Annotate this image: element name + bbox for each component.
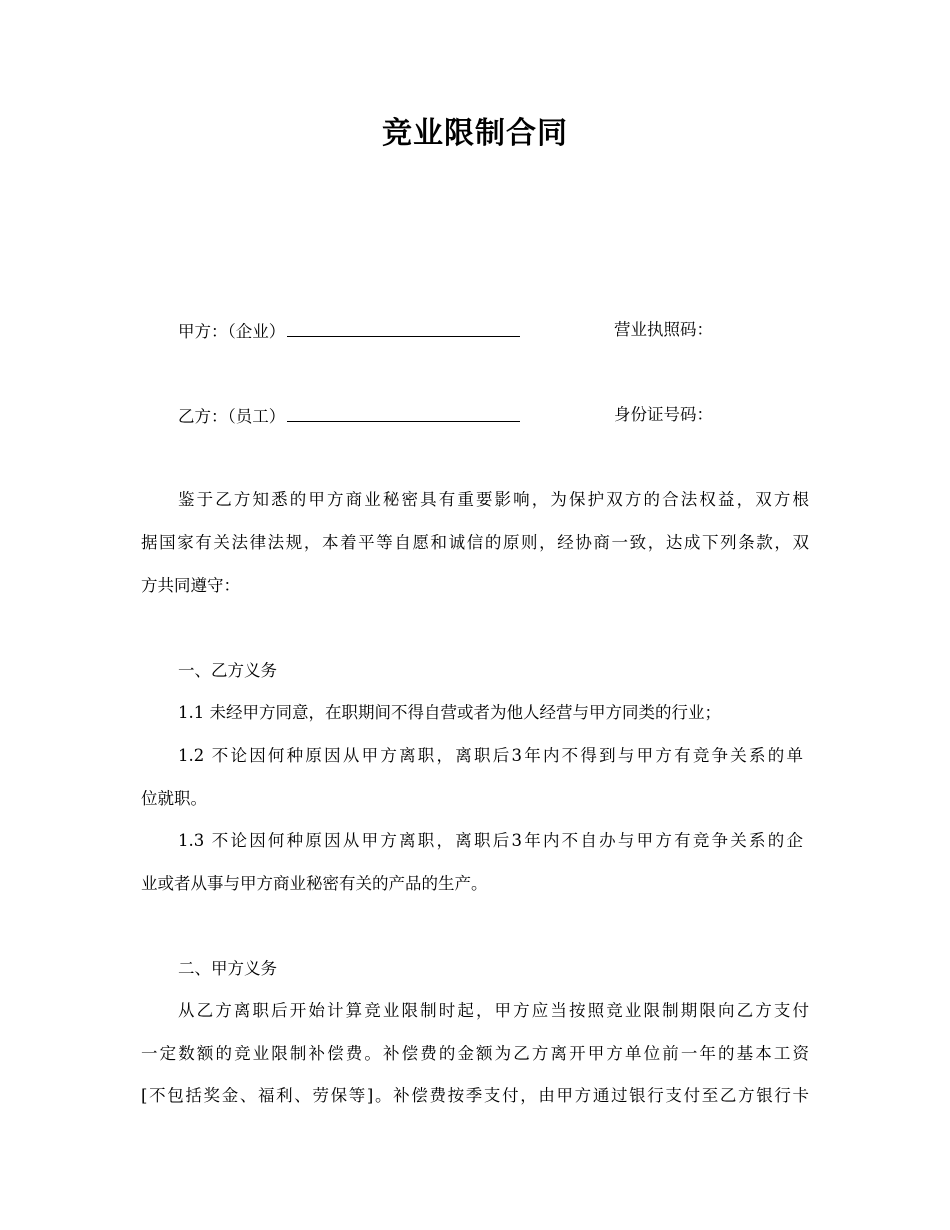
party-b-id-label: 身份证号码： [614,405,713,424]
party-a-line [178,318,520,344]
section-1-item-3-line-1: 1.3 不论因何种原因从甲方离职，离职后3年内不自办与甲方有竞争关系的企 [178,831,803,850]
section-1-heading: 一、乙方义务 [178,661,277,680]
section-2-heading: 二、甲方义务 [178,959,277,978]
section-1-item-1: 1.1 未经甲方同意，在职期间不得自营或者为他人经营与甲方同类的行业； [178,703,721,722]
preamble-line-1: 鉴于乙方知悉的甲方商业秘密具有重要影响，为保护双方的合法权益，双方根 [178,490,809,509]
party-b-blank [287,403,520,422]
party-b-label: 乙方：（员工） [178,407,286,426]
section-1-item-2-line-2: 位就职。 [141,789,207,808]
preamble-line-2: 据国家有关法律法规，本着平等自愿和诚信的原则，经协商一致，达成下列条款，双 [141,533,809,552]
preamble-line-3: 方共同遵守： [141,576,240,595]
section-2-para-line-2: 一定数额的竞业限制补偿费。补偿费的金额为乙方离开甲方单位前一年的基本工资 [141,1044,809,1063]
party-a-label: 甲方：（企业） [178,322,286,341]
section-1-item-2-line-1: 1.2 不论因何种原因从甲方离职，离职后3年内不得到与甲方有竞争关系的单 [178,746,803,765]
party-a-id-label: 营业执照码： [614,320,713,339]
party-b-line [178,403,520,429]
document-title: 竞业限制合同 [382,116,568,151]
party-a-blank [287,318,520,337]
section-2-para-line-3: [不包括奖金、福利、劳保等]。补偿费按季支付，由甲方通过银行支付至乙方银行卡 [141,1086,809,1105]
section-2-para-line-1: 从乙方离职后开始计算竞业限制时起，甲方应当按照竞业限制期限向乙方支付 [178,1001,809,1020]
section-1-item-3-line-2: 业或者从事与甲方商业秘密有关的产品的生产。 [141,874,488,893]
